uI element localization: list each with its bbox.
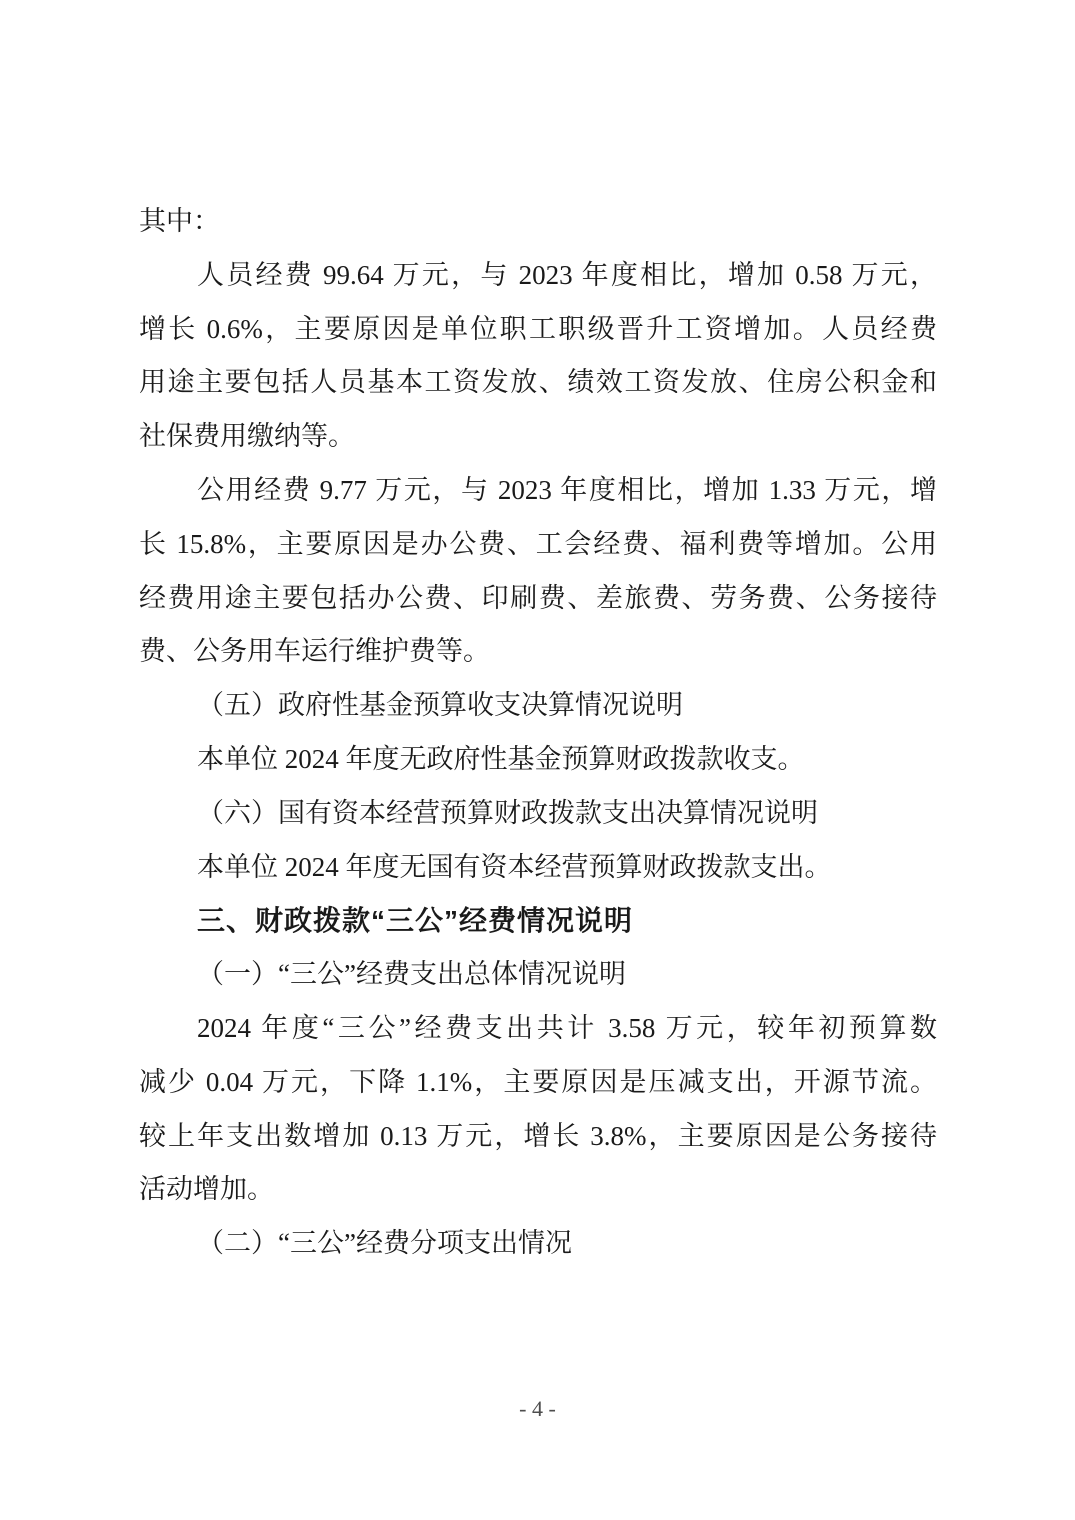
section-heading-3: 三、财政拨款“三公”经费情况说明: [197, 905, 634, 937]
page-number: - 4 -: [519, 1396, 556, 1421]
document-body: [139, 195, 937, 1271]
section-heading-5: （五）政府性基金预算收支决算情况说明: [197, 690, 683, 721]
section-heading-3-1: （一）“三公”经费支出总体情况说明: [197, 959, 626, 990]
text-line: 用途主要包括人员基本工资发放、绩效工资发放、住房公积金和: [139, 367, 937, 398]
text-line: 2024 年度“三公”经费支出共计 3.58 万元，较年初预算数: [197, 1012, 937, 1043]
text-line: 活动增加。: [139, 1174, 274, 1205]
text-line: 费、公务用车运行维护费等。: [139, 636, 490, 667]
text-line: 本单位 2024 年度无政府性基金预算财政拨款收支。: [197, 743, 805, 774]
text-line: 增长 0.6%，主要原因是单位职工职级晋升工资增加。人员经费: [139, 313, 937, 344]
text-line: 长 15.8%，主要原因是办公费、工会经费、福利费等增加。公用: [139, 528, 937, 559]
text-line: 本单位 2024 年度无国有资本经营预算财政拨款支出。: [197, 851, 832, 882]
text-line: 经费用途主要包括办公费、印刷费、差旅费、劳务费、公务接待: [139, 582, 937, 613]
text-line: 其中：: [139, 206, 220, 236]
text-line: 较上年支出数增加 0.13 万元，增长 3.8%，主要原因是公务接待: [139, 1120, 937, 1151]
section-heading-6: （六）国有资本经营预算财政拨款支出决算情况说明: [197, 797, 818, 828]
text-line: 公用经费 9.77 万元，与 2023 年度相比，增加 1.33 万元，增: [197, 474, 937, 505]
text-line: 人员经费 99.64 万元，与 2023 年度相比，增加 0.58 万元，: [197, 259, 937, 290]
section-heading-3-2: （二）“三公”经费分项支出情况: [197, 1228, 572, 1259]
text-line: 社保费用缴纳等。: [139, 421, 355, 452]
text-line: 减少 0.04 万元，下降 1.1%，主要原因是压减支出，开源节流。: [139, 1066, 937, 1097]
